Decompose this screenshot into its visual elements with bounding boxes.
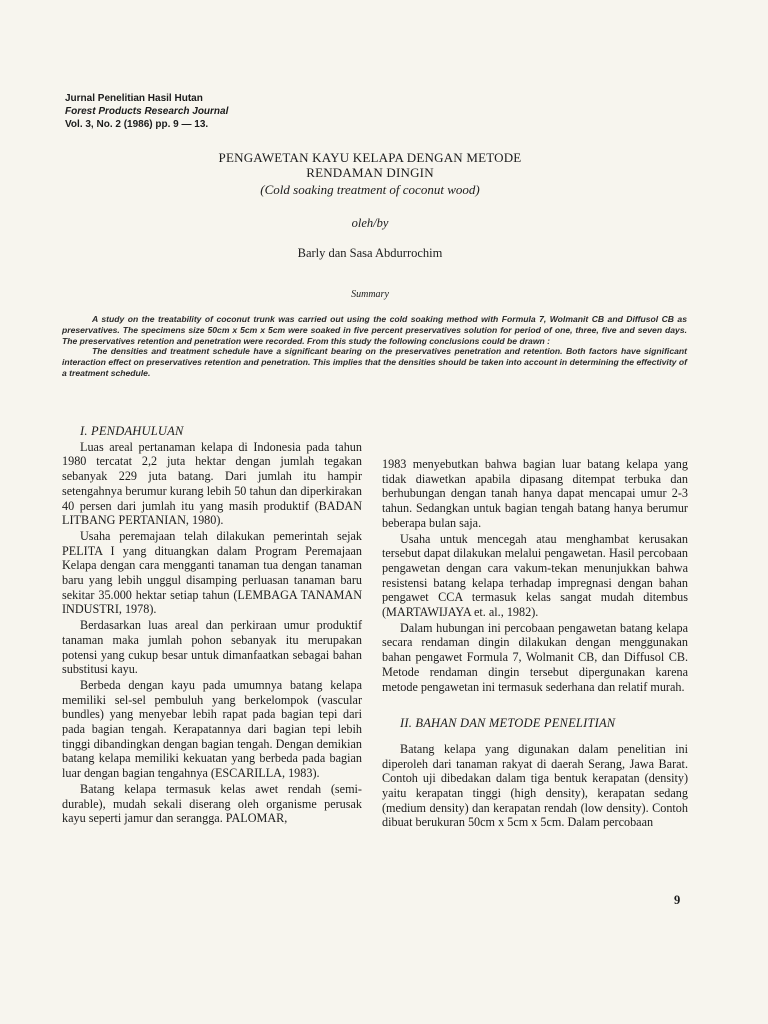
title-line-1: PENGAWETAN KAYU KELAPA DENGAN METODE xyxy=(218,150,522,165)
body-paragraph: Batang kelapa yang digunakan dalam penelitian ini diperoleh dari tanaman rakyat di daerah Serang, Jawa Barat. Contoh uji dibedakan dalam tiga bentuk kerapatan (density) yaitu kerapatan tinggi (high density), kerapatan sedang (medium density) dan kerapatan rendah (low density). Contoh dibuat berukuran 50cm x 5cm x 5cm. Dalam percobaan xyxy=(382,741,688,830)
title-block xyxy=(0,150,740,261)
journal-volume: Vol. 3, No. 2 (1986) pp. 9 — 13. xyxy=(65,119,209,130)
abstract-paragraph-2: The densities and treatment schedule have a significant bearing on the preservatives penetration and retention. Both factors have significant interaction effect on preservatives retention and penetration. This implies that the densities should be taken into account in determining the effectivity of a treatment schedule. xyxy=(62,346,687,378)
body-paragraph: Luas areal pertanaman kelapa di Indonesia pada tahun 1980 tercatat 2,2 juta hektar dengan jumlah tegakan sebanyak 229 juta batang. Dari jumlah itu hampir setengahnya berumur kurang lebih 50 tahun dan diperkirakan 40 persen dari jumlah itu yang masih produktif (BADAN LITBANG PERTANIAN, 1980). xyxy=(62,439,362,528)
abstract-paragraph-1: A study on the treatability of coconut trunk was carried out using the cold soaking method with Formula 7, Wolmanit CB and Diffusol CB as preservatives. The specimens size 50cm x 5cm x 5cm were soaked in five percent preservatives solution for period of one, three, five and seven days. The preservatives retention and penetration were recorded. From this study the following conclusions could be drawn : xyxy=(62,314,687,346)
title-line-2: RENDAMAN DINGIN xyxy=(306,165,434,180)
title-english: (Cold soaking treatment of coconut wood) xyxy=(260,182,480,197)
section-heading-pendahuluan: I. PENDAHULUAN xyxy=(80,424,184,438)
journal-name-id: Jurnal Penelitian Hasil Hutan xyxy=(65,93,203,104)
authors: Barly dan Sasa Abdurrochim xyxy=(297,246,443,260)
page-number: 9 xyxy=(674,893,681,907)
body-paragraph: Batang kelapa termasuk kelas awet rendah (semi-durable), mudah sekali diserang oleh organisme perusak kayu seperti jamur dan serangga. PALOMAR, xyxy=(62,781,362,826)
body-paragraph: Berbeda dengan kayu pada umumnya batang kelapa memiliki sel-sel pembuluh yang berkelompok (vascular bundles) yang menyebar lebih rapat pada bagian tepi dari pada bagian tengah. Kerapatannya dari bagian tepi lebih tinggi dibandingkan dengan bagian tengah. Dengan demikian batang kelapa memiliki kekuatan yang berbeda pada bagian luar dengan bagian tengahnya (ESCARILLA, 1983). xyxy=(62,677,362,781)
journal-header xyxy=(65,92,228,131)
journal-name-en: Forest Products Research Journal xyxy=(65,106,229,117)
body-paragraph: Dalam hubungan ini percobaan pengawetan batang kelapa secara rendaman dingin dilakukan dengan menggunakan bahan pengawet Formula 7, Wolmanit CB, dan Diffusol CB. Metode rendaman dingin tersebut dipergunakan karena metode pengawetan ini termasuk sederhana dan relatif murah. xyxy=(382,620,688,694)
body-paragraph: 1983 menyebutkan bahwa bagian luar batang kelapa yang tidak diawetkan apabila dipasang ditempat terbuka dan berhubungan dengan tanah hanya dapat mencapai umur 2-3 tahun. Sedangkan untuk bagian tengah batang hanya berumur beberapa bulan saja. xyxy=(382,457,688,530)
byline: oleh/by xyxy=(351,216,389,230)
left-column xyxy=(62,424,362,827)
summary-label: Summary xyxy=(351,289,389,300)
body-paragraph: Usaha peremajaan telah dilakukan pemerintah sejak PELITA I yang dituangkan dalam Program Peremajaan Kelapa dengan cara mengganti tanaman tua dengan tanaman baru yang lebih unggul disamping perluasan tanaman baru sekitar 35.000 hektar setiap tahun (LEMBAGA TANAMAN INDUSTRI, 1978). xyxy=(62,528,362,617)
section-heading-bahan-metode: II. BAHAN DAN METODE PENELITIAN xyxy=(400,716,616,731)
right-column xyxy=(382,457,688,831)
body-paragraph: Usaha untuk mencegah atau menghambat kerusakan tersebut dapat dilakukan melalui pengawetan. Hasil percobaan pengawetan dengan cara vakum-tekan menunjukkan bahwa resistensi batang kelapa terhadap impregnasi dengan bahan pengawet CCA termasuk kelas sangat mudah ditembus (MARTAWIJAYA et. al., 1982). xyxy=(382,531,688,620)
body-paragraph: Berdasarkan luas areal dan perkiraan umur produktif tanaman maka jumlah pohon sebanyak itu merupakan potensi yang cukup besar untuk dimanfaatkan sebagai bahan substitusi kayu. xyxy=(62,618,362,677)
abstract xyxy=(62,314,687,379)
